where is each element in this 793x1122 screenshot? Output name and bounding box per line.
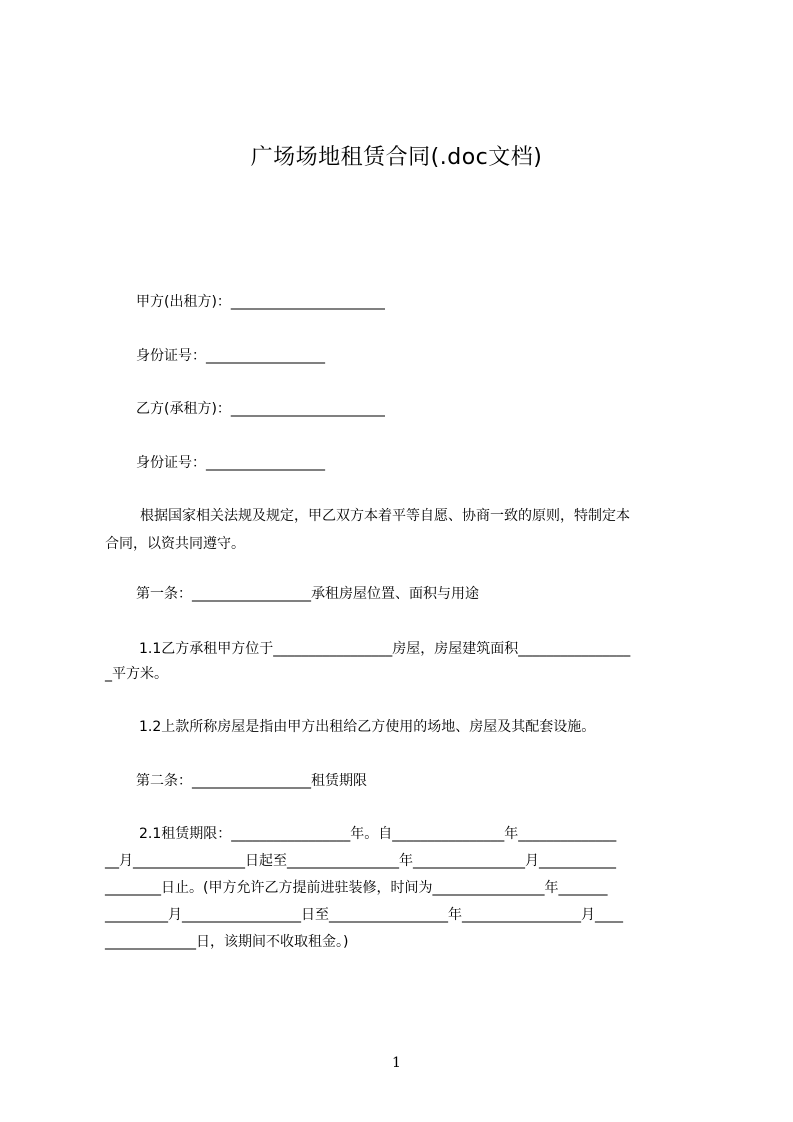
- party-b-id-line: 身份证号：_________________: [136, 455, 325, 471]
- preamble-line-1: 根据国家相关法规及规定，甲乙双方本着平等自愿、协商一致的原则，特制定本: [140, 508, 630, 524]
- clause-2-1-line-1: 2.1租赁期限：_________________年。自________________年______________: [139, 826, 617, 842]
- preamble-line-2: 合同，以资共同遵守。: [105, 536, 245, 552]
- party-a-line: 甲方(出租方)：______________________: [136, 294, 385, 310]
- clause-2-1-line-3: ________日止。(甲方允许乙方提前进驻装修，时间为________________年_______: [105, 880, 608, 896]
- document-title: 广场场地租赁合同(.doc文档): [250, 145, 543, 170]
- party-a-id-line: 身份证号：_________________: [136, 348, 325, 364]
- article-2-heading: 第二条：_________________租赁期限: [136, 773, 367, 789]
- clause-2-1-line-2: __月________________日起至________________年________________月___________: [105, 853, 616, 869]
- article-1-heading: 第一条：_________________承租房屋位置、面积与用途: [136, 586, 479, 602]
- clause-2-1-line-4: _________月_________________日至_________________年_________________月____: [105, 907, 623, 923]
- party-b-line: 乙方(承租方)：______________________: [136, 401, 385, 417]
- page-number: 1: [392, 1055, 401, 1071]
- clause-1-1-line-1: 1.1乙方承租甲方位于_________________房屋，房屋建筑面积________________: [139, 641, 631, 657]
- clause-2-1-line-5: _____________日，该期间不收取租金。): [105, 934, 349, 950]
- clause-1-2: 1.2上款所称房屋是指由甲方出租给乙方使用的场地、房屋及其配套设施。: [139, 719, 596, 735]
- clause-1-1-line-2: _平方米。: [105, 666, 168, 682]
